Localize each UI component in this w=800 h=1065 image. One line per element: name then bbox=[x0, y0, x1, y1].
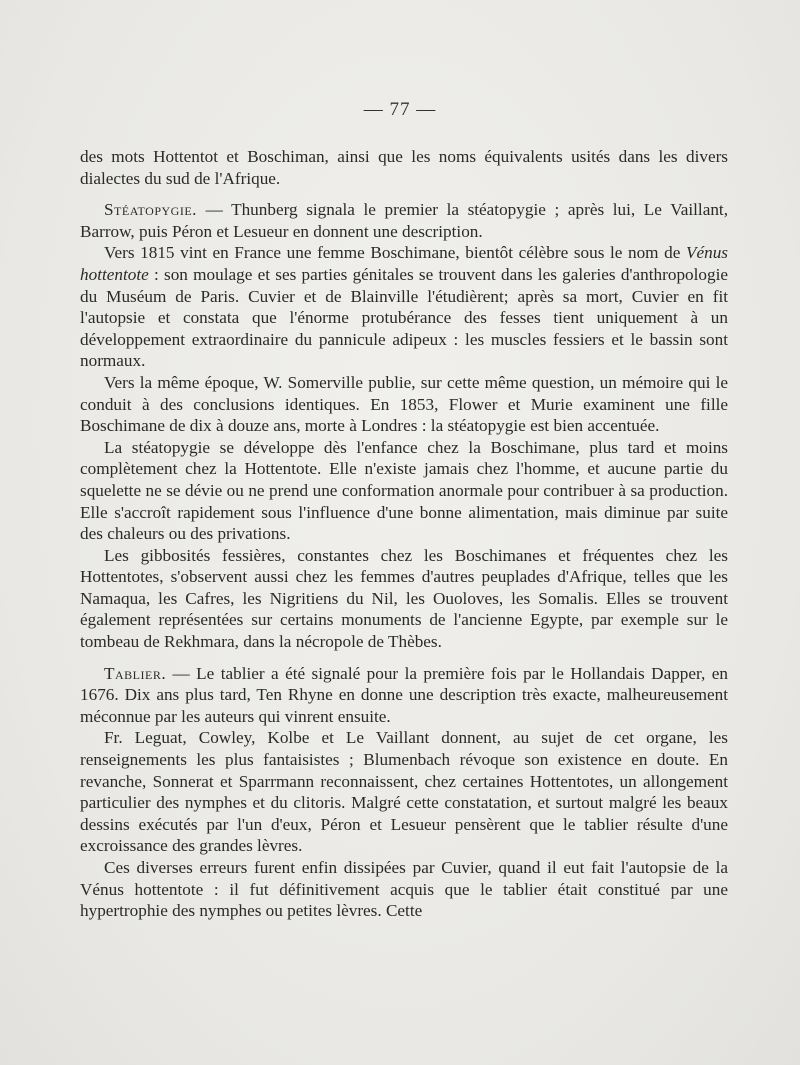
paragraph-text-after: : son moulage et ses parties génitales se trouvent dans les galeries d'anthropologie du Muséum de Paris. Cuvier et de Blainville l'étudièrent; après sa mort, Cuvier en fit l'autopsie et constata que l'énorme protubérance des fesses tient uniquement à un développement extraordinaire du pannicule adipeux : les muscles fessiers et le bassin sont normaux. bbox=[80, 264, 728, 371]
page-number: — 77 — bbox=[363, 99, 437, 120]
paragraph-tablier-intro bbox=[80, 663, 728, 728]
paragraph-somerville: Vers la même époque, W. Somerville publie, sur cette même question, un mémoire qui le conduit à des conclusions identiques. En 1853, Flower et Murie examinent une fille Boschimane de dix à douze ans, morte à Londres : la stéatopygie est bien accentuée. bbox=[80, 372, 728, 436]
paragraph-text: — Le tablier a été signalé pour la première fois par le Hollandais Dapper, en 1676. Dix ans plus tard, Ten Rhyne en donne une description très exacte, malheureusement méconnue par les auteurs qui vinrent ensuite. bbox=[80, 663, 728, 726]
paragraph-text: — Thunberg signala le premier la stéatopygie ; après lui, Le Vaillant, Barrow, puis Péron et Lesueur en donnent une description. bbox=[80, 200, 728, 241]
paragraph-development: La stéatopygie se développe dès l'enfance chez la Boschimane, plus tard et moins complètement chez la Hottentote. Elle n'existe jamais chez l'homme, et aucune partie du squelette ne se dévie ou ne prend une conformation anormale pour contribuer à sa production. Elle s'accroît rapidement sous l'influence d'une bonne alimentation, mais diminue par suite des chaleurs ou des privations. bbox=[80, 437, 728, 544]
italic-term: Vénus hottentote bbox=[80, 243, 728, 284]
paragraph-leguat: Fr. Leguat, Cowley, Kolbe et Le Vaillant donnent, au sujet de cet organe, les renseignements les plus fantaisistes ; Blumenbach révoque son existence en doute. En revanche, Sonnerat et Sparrmann reconnaissent, chez certaines Hottentotes, un allongement particulier des nymphes et du clitoris. Malgré cette constatation, et surtout malgré les beaux dessins exécutés par l'un d'eux, Péron et Lesueur pensèrent que le tablier résulte d'une excroissance des grandes lèvres. bbox=[80, 728, 728, 856]
paragraph-venus bbox=[80, 242, 728, 372]
paragraph-text-before: Vers 1815 vint en France une femme Boschimane, bientôt célèbre sous le nom de bbox=[104, 243, 686, 263]
paragraph-gibbosites: Les gibbosités fessières, constantes chez les Boschimanes et fréquentes chez les Hottentotes, s'observent aussi chez les femmes d'autres peuplades d'Afrique, telles que les Namaqua, les Cafres, les Nigritiens du Nil, les Ouoloves, les Somalis. Elles se trouvent également représentées sur certains monuments de l'ancienne Egypte, par exemple sur le tombeau de Rekhmara, dans la nécropole de Thèbes. bbox=[80, 545, 728, 652]
paragraph-cuvier: Ces diverses erreurs furent enfin dissipées par Cuvier, quand il eut fait l'autopsie de la Vénus hottentote : il fut définitivement acquis que le tablier était constitué par une hypertrophie des nymphes ou petites lèvres. Cette bbox=[80, 858, 728, 921]
section-heading-steatopygie: Stéatopygie. bbox=[104, 200, 197, 220]
body-text bbox=[80, 146, 728, 922]
section-heading-tablier: Tablier. bbox=[104, 663, 167, 683]
paragraph-steatopygie-intro bbox=[80, 199, 728, 242]
paragraph-continuation: des mots Hottentot et Boschiman, ainsi que les noms équivalents usités dans les divers dialectes du sud de l'Afrique. bbox=[80, 147, 728, 188]
